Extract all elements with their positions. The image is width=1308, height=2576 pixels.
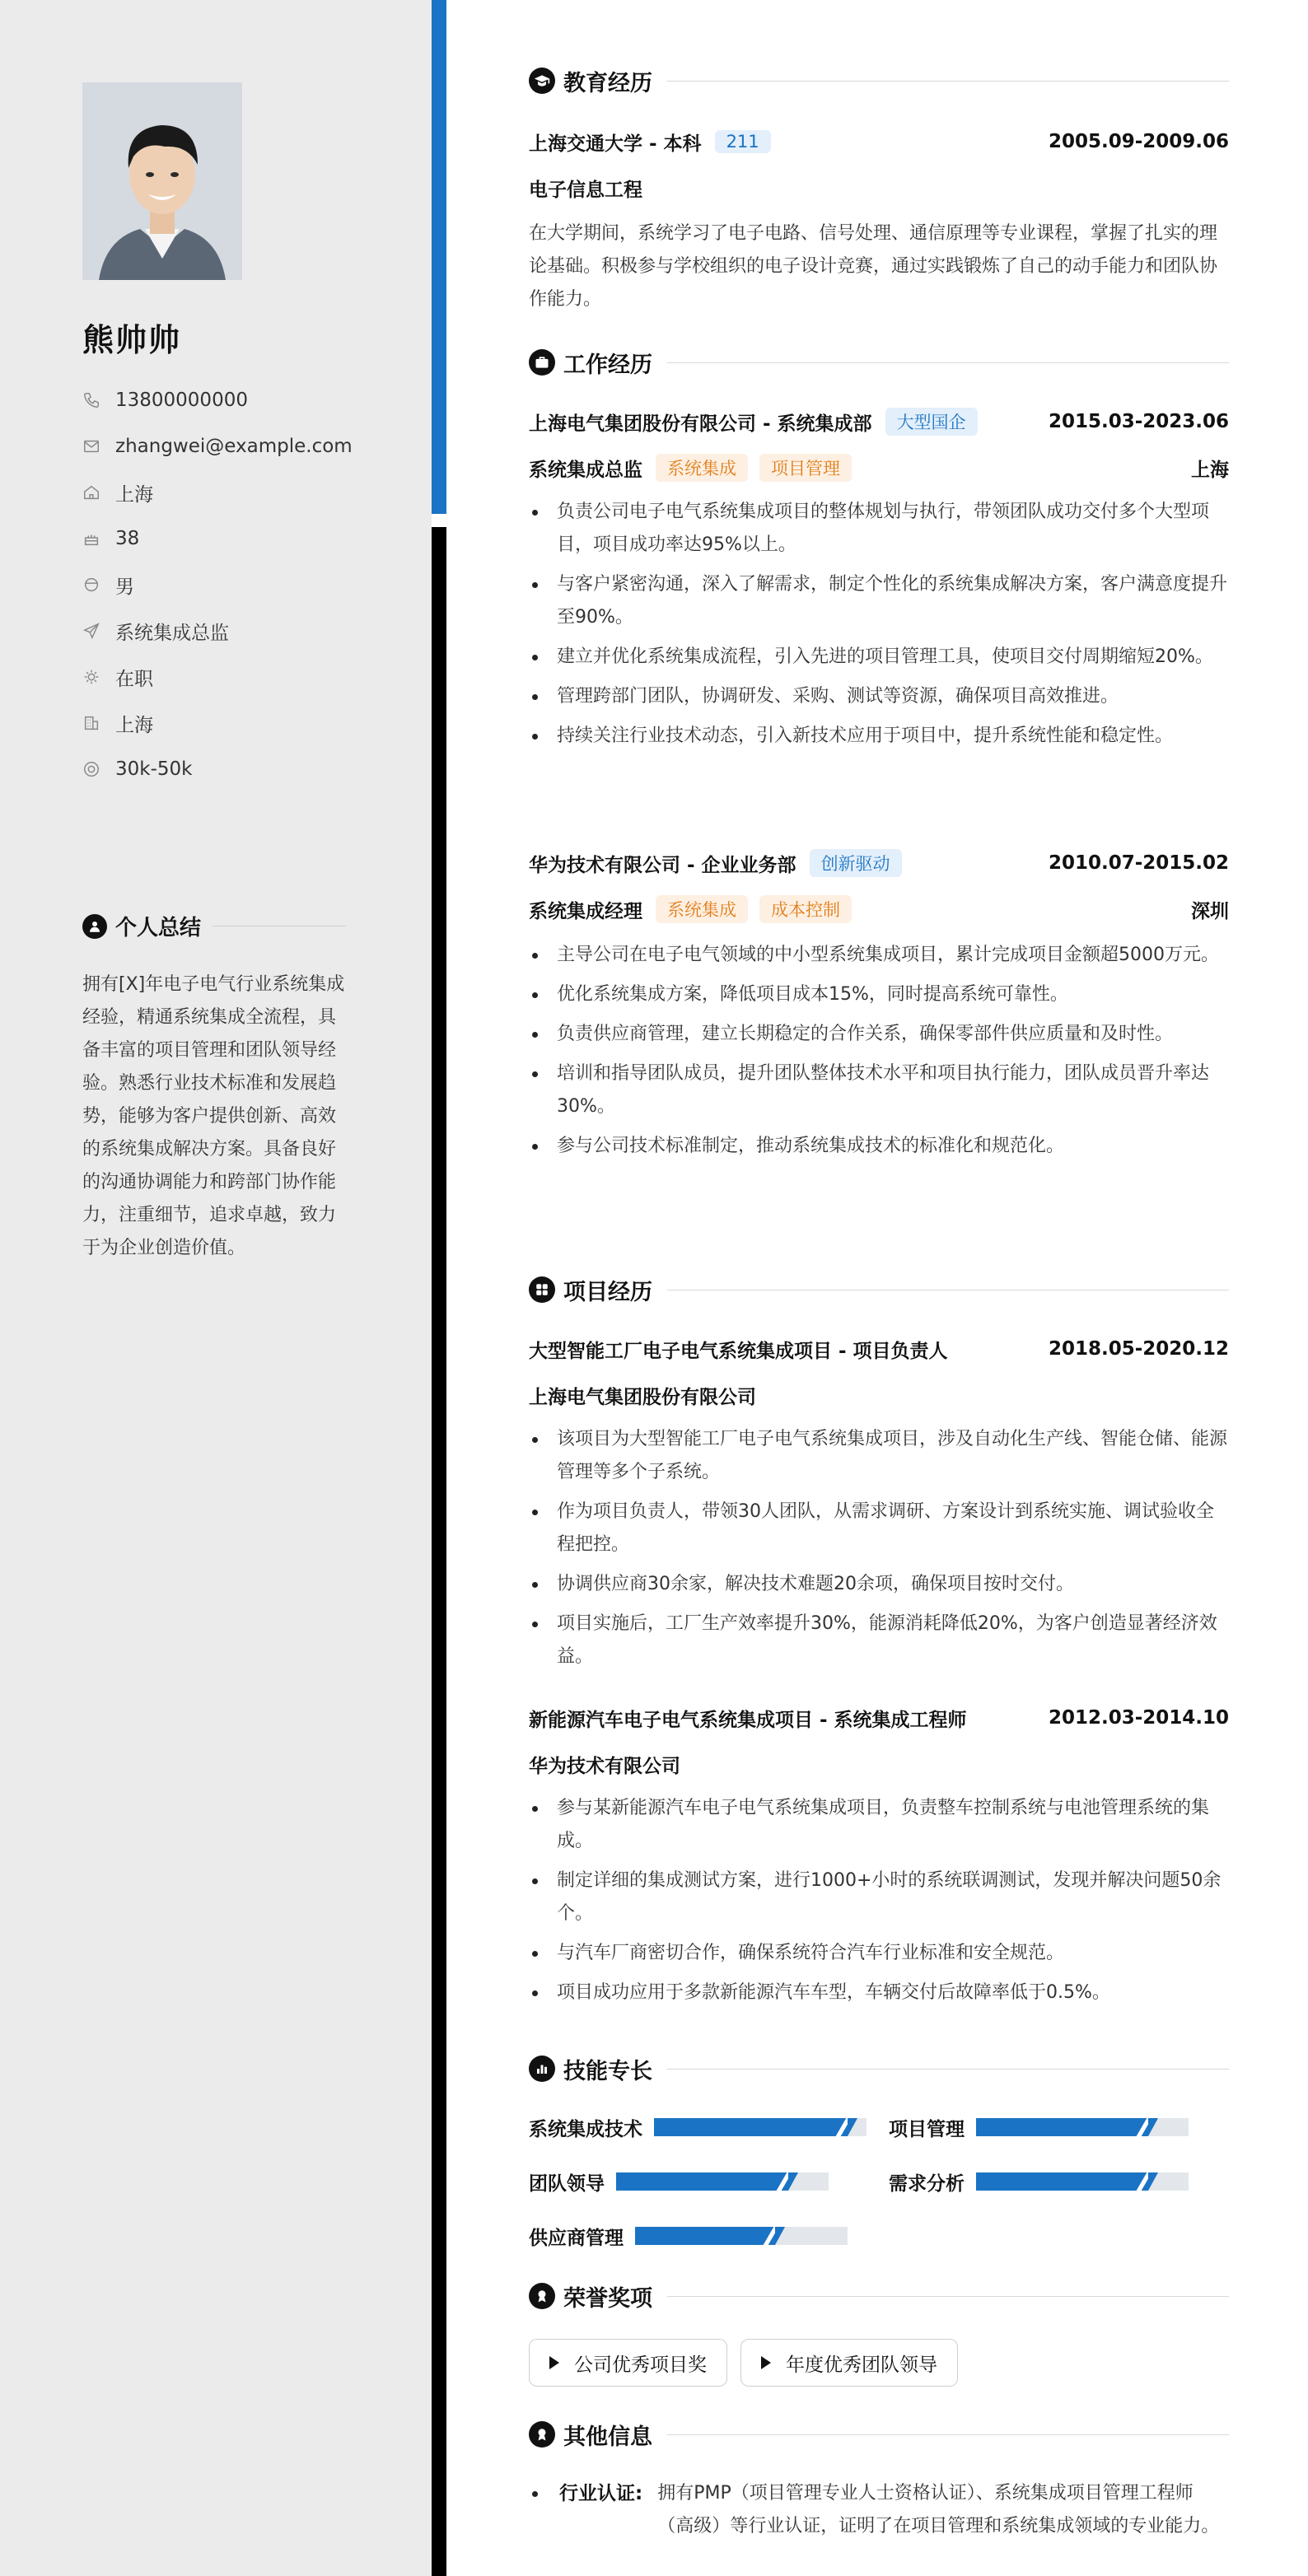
job-2-position-row [529, 894, 1229, 924]
info-status-text: 在职 [115, 668, 153, 690]
info-position [82, 608, 353, 654]
project-2-company: 华为技术有限公司 [529, 1755, 680, 1777]
job-1-company: 上海电气集团股份有限公司 - 系统集成部 [529, 413, 872, 435]
skill-label: 团队领导 [529, 2172, 605, 2195]
other-info-item [529, 2477, 1229, 2543]
education-tag: 211 [715, 130, 771, 153]
accent-bar-blue [432, 0, 446, 514]
project-2-name: 新能源汽车电子电气系统集成项目 - 系统集成工程师 [529, 1709, 967, 1731]
skill-level-bar [976, 2118, 1148, 2136]
building-icon [82, 714, 100, 732]
bar-chart-icon [529, 2056, 555, 2082]
skill-label: 需求分析 [889, 2172, 965, 2195]
info-salary [82, 746, 353, 792]
award-label: 年度优秀团队领导 [786, 2354, 937, 2376]
project-2-header [529, 1703, 1229, 1733]
user-icon [82, 914, 107, 939]
list-item: 协调供应商30余家，解决技术难题20余项，确保项目按时交付。 [529, 1568, 1229, 1601]
skills-title: 技能专长 [563, 2058, 652, 2084]
awards-title: 荣誉奖项 [563, 2285, 652, 2312]
other-key: 行业认证: [559, 2483, 643, 2504]
avatar-photo [82, 82, 242, 280]
graduation-cap-icon [529, 68, 555, 94]
awards-header [529, 2280, 1229, 2312]
other-header [529, 2418, 1229, 2451]
job-1-tag: 大型国企 [885, 408, 978, 436]
skill-level-bar [654, 2118, 848, 2136]
list-item: 参与公司技术标准制定，推动系统集成技术的标准化和规范化。 [529, 1130, 1229, 1163]
education-divider [667, 81, 1229, 82]
bullet [532, 2491, 538, 2497]
skill-item [529, 2115, 867, 2140]
skill-item [529, 2169, 829, 2194]
project-2-details [529, 1792, 1229, 2016]
info-status [82, 654, 353, 700]
salary-icon [82, 760, 100, 778]
list-item: 管理跨部门团队，协调研发、采购、测试等资源，确保项目高效推进。 [529, 680, 1229, 713]
project-1-date: 2018.05-2020.12 [1048, 1338, 1229, 1360]
project-1-name: 大型智能工厂电子电气系统集成项目 - 项目负责人 [529, 1340, 948, 1362]
skills-divider [667, 2069, 1229, 2070]
projects-title: 项目经历 [563, 1279, 652, 1305]
job-1-date: 2015.03-2023.06 [1048, 411, 1229, 432]
job-1-header [529, 407, 1229, 436]
list-item: 主导公司在电子电气领域的中小型系统集成项目，累计完成项目金额超5000万元。 [529, 939, 1229, 972]
other-title: 其他信息 [563, 2424, 652, 2450]
other-value: 拥有PMP（项目管理专业人士资格认证）、系统集成项目管理工程师（高级）等行业认证，证明了在项目管理和系统集成领域的专业能力。 [657, 2483, 1220, 2536]
job-2-company: 华为技术有限公司 - 企业业务部 [529, 854, 796, 876]
profile-name: 熊帅帅 [82, 322, 182, 358]
job-1-skill-tag: 项目管理 [759, 454, 852, 482]
info-email-text: zhangwei@example.com [115, 436, 353, 457]
education-date: 2005.09-2009.06 [1048, 131, 1229, 152]
education-major-row [529, 173, 1229, 203]
project-2-company-row [529, 1749, 1229, 1779]
status-icon [82, 668, 100, 686]
job-2-header [529, 848, 1229, 878]
project-1-header [529, 1334, 1229, 1364]
skill-item [529, 2224, 848, 2248]
work-title: 工作经历 [563, 352, 652, 378]
info-email [82, 423, 353, 469]
send-icon [82, 622, 100, 640]
list-item: 项目实施后，工厂生产效率提升30%，能源消耗降低20%，为客户创造显著经济效益。 [529, 1608, 1229, 1673]
project-1-company-row [529, 1380, 1229, 1410]
award-chip [740, 2339, 958, 2387]
sidebar [0, 0, 432, 2576]
skill-track [616, 2172, 829, 2191]
project-1-details [529, 1423, 1229, 1680]
accent-bar-black [432, 527, 446, 2576]
award-icon [529, 2283, 555, 2309]
job-1-city: 上海 [1191, 459, 1229, 481]
job-2-city: 深圳 [1191, 900, 1229, 922]
award-label: 公司优秀项目奖 [574, 2354, 707, 2376]
skill-track [654, 2118, 867, 2136]
info-age [82, 516, 353, 562]
education-header [529, 64, 1229, 97]
info-phone-text: 13800000000 [115, 390, 248, 411]
skill-track [635, 2227, 848, 2245]
list-item: 培训和指导团队成员，提升团队整体技术水平和项目执行能力，团队成员晋升率达30%。 [529, 1057, 1229, 1123]
job-2-date: 2010.07-2015.02 [1048, 852, 1229, 874]
skill-level-bar [635, 2227, 775, 2245]
info-city [82, 700, 353, 746]
work-divider [667, 362, 1229, 363]
list-item: 持续关注行业技术动态，引入新技术应用于项目中，提升系统性能和稳定性。 [529, 720, 1229, 753]
info-city-text: 上海 [115, 714, 153, 736]
award-chip [529, 2339, 727, 2387]
list-item: 制定详细的集成测试方案，进行1000+小时的系统联调测试，发现并解决问题50余个。 [529, 1864, 1229, 1930]
info-gender-text: 男 [115, 576, 134, 598]
info-position-text: 系统集成总监 [115, 622, 229, 644]
job-1-duties [529, 496, 1229, 759]
awards-list [529, 2339, 971, 2387]
project-2-date: 2012.03-2014.10 [1048, 1707, 1229, 1729]
list-item: 与客户紧密沟通，深入了解需求，制定个性化的系统集成解决方案，客户满意度提升至90%。 [529, 568, 1229, 634]
work-header [529, 346, 1229, 379]
awards-divider [667, 2296, 1229, 2297]
phone-icon [82, 391, 100, 409]
list-item: 作为项目负责人，带领30人团队，从需求调研、方案设计到系统实施、调试验收全程把控。 [529, 1496, 1229, 1561]
list-item: 参与某新能源汽车电子电气系统集成项目，负责整车控制系统与电池管理系统的集成。 [529, 1792, 1229, 1858]
education-school-row [529, 127, 1229, 156]
job-2-skill-tag: 成本控制 [759, 895, 852, 923]
projects-header [529, 1273, 1229, 1306]
info-location [82, 469, 353, 516]
skill-item [889, 2169, 1189, 2194]
gender-icon [82, 576, 100, 594]
education-school: 上海交通大学 - 本科 [529, 133, 702, 155]
skill-track [976, 2118, 1189, 2136]
job-1-position: 系统集成总监 [529, 459, 642, 481]
info-salary-text: 30k-50k [115, 758, 193, 780]
info-gender [82, 562, 353, 608]
skill-label: 项目管理 [889, 2118, 965, 2140]
list-item: 与汽车厂商密切合作，确保系统符合汽车行业标准和安全规范。 [529, 1937, 1229, 1970]
job-2-position: 系统集成经理 [529, 900, 642, 922]
job-2-duties [529, 939, 1229, 1169]
list-item: 该项目为大型智能工厂电子电气系统集成项目，涉及自动化生产线、智能仓储、能源管理等多个子系统。 [529, 1423, 1229, 1489]
skill-item [889, 2115, 1189, 2140]
other-divider [667, 2434, 1229, 2435]
job-2-skill-tag: 系统集成 [656, 895, 748, 923]
home-icon [82, 483, 100, 502]
mail-icon [82, 437, 100, 455]
project-1-company: 上海电气集团股份有限公司 [529, 1386, 756, 1408]
education-title: 教育经历 [563, 70, 652, 96]
briefcase-icon [529, 349, 555, 376]
list-item: 建立并优化系统集成流程，引入先进的项目管理工具，使项目交付周期缩短20%。 [529, 641, 1229, 674]
summary-title: 个人总结 [115, 916, 202, 940]
skill-label: 系统集成技术 [529, 2118, 642, 2140]
job-1-position-row [529, 453, 1229, 483]
summary-header [82, 911, 346, 941]
list-item: 优化系统集成方案，降低项目成本15%，同时提高系统可靠性。 [529, 978, 1229, 1011]
job-2-tag: 创新驱动 [810, 849, 902, 877]
list-item: 负责公司电子电气系统集成项目的整体规划与执行，带领团队成功交付多个大型项目，项目成功率达95%以上。 [529, 496, 1229, 562]
job-1-skill-tag: 系统集成 [656, 454, 748, 482]
medal-icon [529, 2421, 555, 2448]
list-item: 负责供应商管理，建立长期稳定的合作关系，确保零部件供应质量和及时性。 [529, 1018, 1229, 1051]
skill-label: 供应商管理 [529, 2227, 624, 2249]
grid-icon [529, 1276, 555, 1303]
skills-header [529, 2052, 1229, 2085]
play-icon [761, 2356, 771, 2369]
info-age-text: 38 [115, 528, 140, 549]
list-item: 项目成功应用于多款新能源汽车车型，车辆交付后故障率低于0.5%。 [529, 1976, 1229, 2009]
education-desc: 在大学期间，系统学习了电子电路、信号处理、通信原理等专业课程，掌握了扎实的理论基础。积极参与学校组织的电子设计竞赛，通过实践锻炼了自己的动手能力和团队协作能力。 [529, 223, 1218, 310]
contact-info-list [82, 377, 353, 792]
skill-level-bar [976, 2172, 1148, 2191]
skill-level-bar [616, 2172, 788, 2191]
info-phone [82, 377, 353, 423]
cake-icon [82, 530, 100, 548]
skill-track [976, 2172, 1189, 2191]
info-location-text: 上海 [115, 483, 153, 506]
summary-text: 拥有[X]年电子电气行业系统集成经验，精通系统集成全流程，具备丰富的项目管理和团队领导经验。熟悉行业技术标准和发展趋势，能够为客户提供创新、高效的系统集成解决方案。具备良好的沟通协调能力和跨部门协作能力，注重细节，追求卓越，致力于为企业创造价值。 [82, 974, 345, 1258]
education-major: 电子信息工程 [529, 179, 642, 201]
play-icon [549, 2356, 559, 2369]
